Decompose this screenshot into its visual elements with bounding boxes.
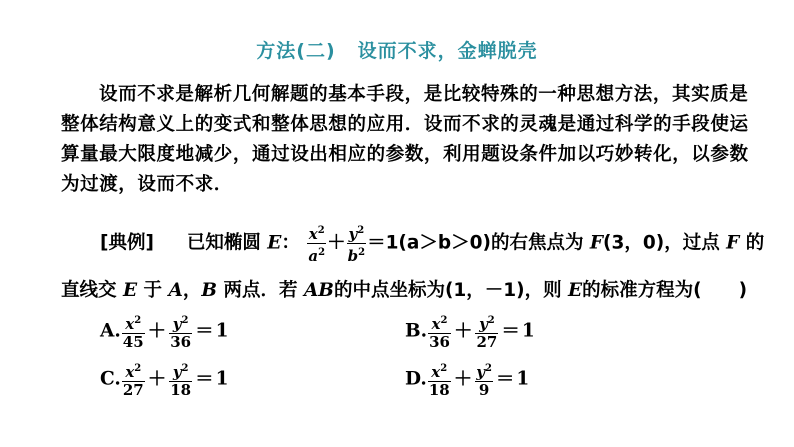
example-tag: [典例] (100, 232, 154, 254)
fraction-y2-b2: $\frac{y^2}{b^2}$ (347, 222, 366, 265)
option-d[interactable]: D. $\frac{x^2}{18}$ ＋ $\frac{y^2}{9}$ ＝ 1 (405, 360, 529, 399)
option-b[interactable]: B. $\frac{x^2}{36}$ ＋ $\frac{y^2}{27}$ ＝ 1 (405, 312, 535, 351)
intro-paragraph: 设而不求是解析几何解题的基本手段，是比较特殊的一种思想方法，其实质是整体结构意义上的变式和整体思想的应用．设而不求的灵魂是通过科学的手段使运算量最大限度地减少，通过设出相应的参数，利用题设条件加以巧妙转化，以参数为过渡，设而不求． (61, 84, 749, 195)
example-text: 已知椭圆 (186, 232, 261, 254)
method-label: 方法(二) (256, 40, 336, 62)
option-c[interactable]: C. $\frac{x^2}{27}$ ＋ $\frac{y^2}{18}$ ＝ 1 (100, 360, 229, 399)
fraction-x2-a2: $\frac{x^2}{a^2}$ (307, 222, 326, 265)
option-a[interactable]: A. $\frac{x^2}{45}$ ＋ $\frac{y^2}{36}$ ＝ 1 (100, 312, 228, 351)
example-line-1: [典例] 已知椭圆 E： $\frac{x^2}{a^2}$ ＋ $\frac{y^2}{b^2}$ ＝1(a＞b＞0)的右焦点为 F(3，0)，过点 F 的 (100, 222, 764, 265)
section-title (0, 36, 794, 63)
method-name: 设而不求，金蝉脱壳 (357, 40, 538, 62)
example-line-2: 直线交 E 于 A，B 两点．若 AB的中点坐标为(1，－1)，则 E的标准方程为( ) (61, 280, 748, 301)
